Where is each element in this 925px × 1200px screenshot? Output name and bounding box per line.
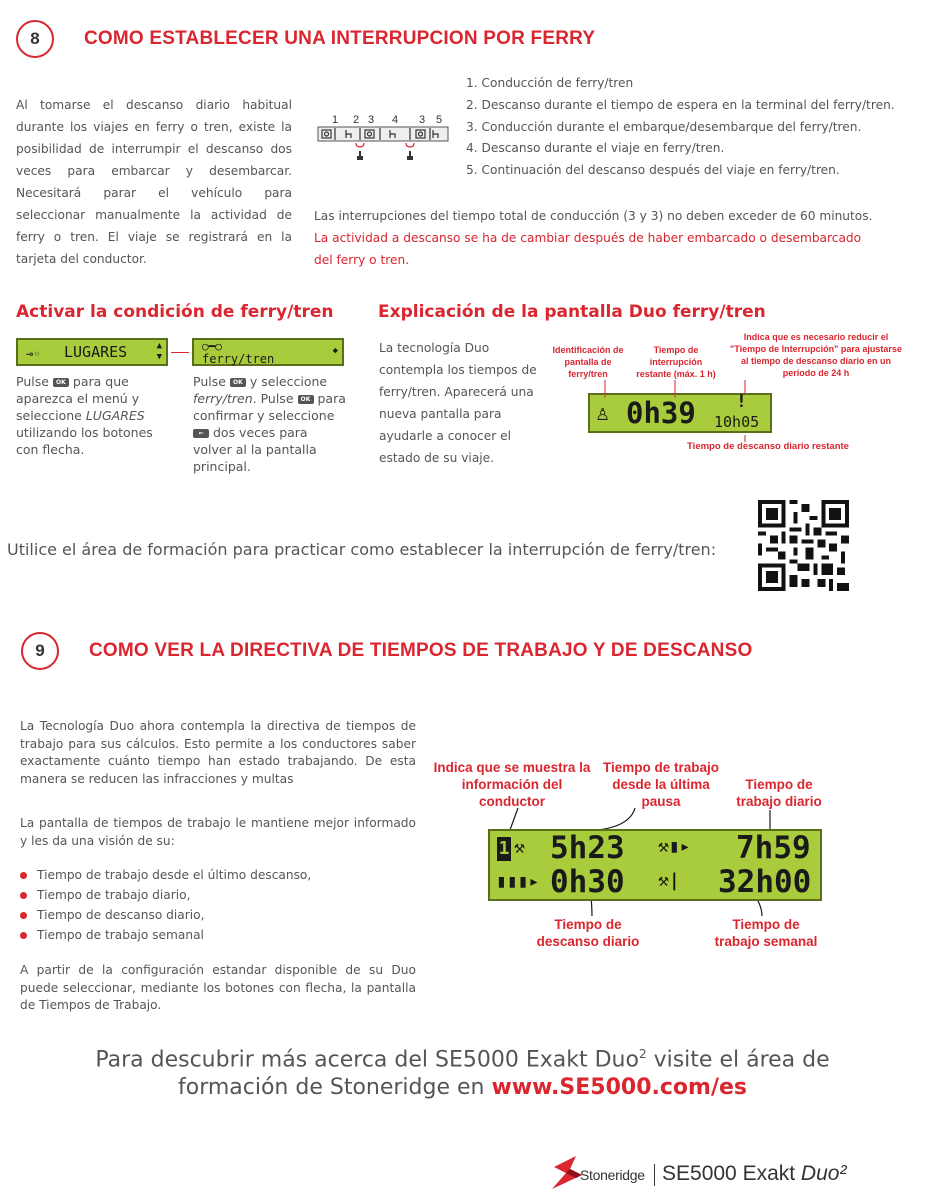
ferry-legend	[466, 73, 916, 182]
list-item: Tiempo de trabajo semanal	[20, 925, 416, 945]
ferry-intro-text: Al tomarse el descanso diario habitual durante los viajes en ferry o tren, existe la posibilidad de interrumpir el descanso dos veces para embarcar y desembarcar. Necesitará parar el vehículo para seleccionar manualmente la actividad de ferry o tren. El viaje se registrará en la tarjeta del conductor.	[16, 98, 292, 266]
timeline-label: 1	[332, 114, 339, 126]
training-link[interactable]: www.SE5000.com/es	[491, 1075, 747, 1101]
ok-button-icon: OK	[230, 378, 246, 387]
section-8-number: 8	[16, 20, 54, 58]
rest-warning: La actividad a descanso se ha de cambiar después de haber embarcado o desembarcado del ferry o tren.	[314, 231, 862, 267]
explain-pointer-lines	[580, 380, 780, 450]
back-button-icon: ⇐	[193, 429, 209, 438]
annotation-daily-rest: Tiempo de descanso diario restante	[687, 441, 849, 452]
activate-title: Activar la condición de ferry/tren	[16, 302, 334, 322]
annotation-reduce-interruption: Indica que es necesario reducir el "Tiempo de Interrupción" para ajustarse al tiempo de descanso diario en un periodo de 24 h	[730, 332, 902, 378]
legend-item: 4. Descanso durante el viaje en ferry/tren.	[466, 141, 725, 156]
wtd-para-1: La Tecnología Duo ahora contempla la directiva de tiempos de trabajo para sus cálculos. Esto permite a los conductores saber exactamente cuánto tiempo han estado trabajando. De esta manera se reducen las infracciones y multas	[20, 719, 416, 786]
product-name: SE5000 Exakt Duo²	[662, 1162, 847, 1185]
legend-item: 5. Continuación del descanso después del viaje en ferry/tren.	[466, 163, 840, 178]
lcd-rest-remaining: 10h05	[714, 413, 760, 431]
wtd-para-2: La pantalla de tiempos de trabajo le mantiene mejor informado y les da una visión de su:	[20, 816, 416, 848]
lcd-lugares-text: LUGARES	[64, 343, 128, 361]
step-2-text: Pulse OK y seleccione ferry/tren. Pulse OK para confirmar y seleccione ⇐ dos veces para volver al la pantalla principal.	[193, 374, 346, 474]
up-down-arrows-icon: ▲ ▼	[156, 341, 162, 362]
annotation-remaining-interruption: Tiempo de interrupción restante (máx. 1 h)	[636, 345, 716, 379]
up-down-arrows-icon: ◆	[332, 346, 338, 356]
list-item: Tiempo de descanso diario,	[20, 905, 416, 925]
lcd-ferry-text: ferry/tren	[202, 352, 275, 366]
footer-line-1: Para descubrir más acerca del SE5000 Exakt Duo$^2$ visite el área de	[95, 1047, 830, 1073]
ok-button-icon: OK	[298, 395, 314, 404]
driver-1-icon: 1	[498, 838, 510, 859]
timeline-label: 3	[368, 114, 375, 126]
list-item: Tiempo de trabajo desde el último descanso,	[20, 865, 416, 885]
explain-title: Explicación de la pantalla Duo ferry/tren	[378, 302, 766, 322]
work-icon: ⚒	[514, 837, 525, 858]
brand-name: Stoneridge	[580, 1167, 645, 1183]
lcd-interruption-time: 0h39	[626, 396, 696, 430]
wtd-para-3: A partir de la configuración estandar disponible de su Duo puede seleccionar, mediante los botones con flecha, la pantalla de Tiempos de Trabajo.	[20, 963, 416, 1012]
ok-button-icon: OK	[53, 378, 69, 387]
work-daily-icon: ⚒▮▸	[658, 836, 691, 857]
annotation-weekly-work: Tiempo de trabajo semanal	[714, 917, 818, 949]
ferry-key-icon: ⊸◦	[26, 347, 41, 361]
lcd-daily-rest: 0h30	[550, 864, 625, 900]
annotation-daily-work: Tiempo de trabajo diario	[736, 777, 822, 809]
list-item: Tiempo de trabajo diario,	[20, 885, 416, 905]
interruption-note: Las interrupciones del tiempo total de conducción (3 y 3) no deben exceder de 60 minutos.	[314, 209, 873, 223]
lcd-exclamation: !	[736, 391, 747, 412]
wtd-bullet-list	[20, 865, 416, 945]
timeline-label: 5	[436, 114, 443, 126]
legend-item: 3. Conducción durante el embarque/desembarque del ferry/tren.	[466, 119, 862, 134]
legend-item: 1. Conducción de ferry/tren	[466, 76, 634, 90]
ferry-timeline-diagram	[312, 112, 460, 172]
timeline-label: 3	[419, 114, 426, 126]
section-9-title: COMO VER LA DIRECTIVA DE TIEMPOS DE TRABAJO Y DE DESCANSO	[89, 640, 753, 661]
section-8-title: COMO ESTABLECER UNA INTERRUPCION POR FERRY	[84, 28, 596, 49]
lcd-ferry-tren	[192, 338, 344, 366]
lcd-daily-work: 7h59	[736, 830, 811, 866]
qr-instruction-text: Utilice el área de formación para practicar como establecer la interrupción de ferry/tren:	[7, 540, 717, 559]
step-1-text: Pulse OK para que aparezca el menú y seleccione LUGARES utilizando los botones con flecha.	[16, 374, 153, 457]
brand-divider	[654, 1164, 655, 1186]
annotation-work-since-break: Tiempo de trabajo desde la última pausa	[602, 760, 720, 809]
lcd-lugares	[16, 338, 168, 366]
footer-text	[0, 1040, 925, 1102]
rest-bars-icon: ▮▮▮▸	[496, 871, 540, 892]
ferry-screen-icon: ♙	[596, 401, 610, 426]
footer-line-2: formación de Stoneridge en www.SE5000.com/es	[177, 1075, 747, 1101]
ferry-icon: ○━○	[202, 340, 222, 353]
qr-code[interactable]	[758, 500, 849, 591]
annotation-driver-info: Indica que se muestra la información del conductor	[433, 760, 591, 809]
explain-text: La tecnología Duo contempla los tiempos de ferry/tren. Aparecerá una nueva pantalla para ayudarle a conocer el estado de su viaje.	[379, 341, 537, 465]
work-weekly-icon: ⚒|	[658, 870, 680, 891]
annotation-screen-id: Identificación de pantalla de ferry/tren	[552, 345, 624, 379]
lcd-connector-line	[171, 352, 189, 353]
lcd-working-time	[488, 829, 822, 901]
lcd-weekly-work: 32h00	[718, 864, 812, 900]
annotation-daily-rest-wtd: Tiempo de descanso diario	[536, 917, 640, 949]
lcd-work-since-break: 5h23	[550, 830, 625, 866]
section-9-number: 9	[21, 632, 59, 670]
stoneridge-logo	[548, 1153, 878, 1193]
timeline-label: 4	[392, 114, 399, 126]
timeline-label: 2	[353, 114, 360, 126]
legend-item: 2. Descanso durante el tiempo de espera en la terminal del ferry/tren.	[466, 97, 895, 112]
